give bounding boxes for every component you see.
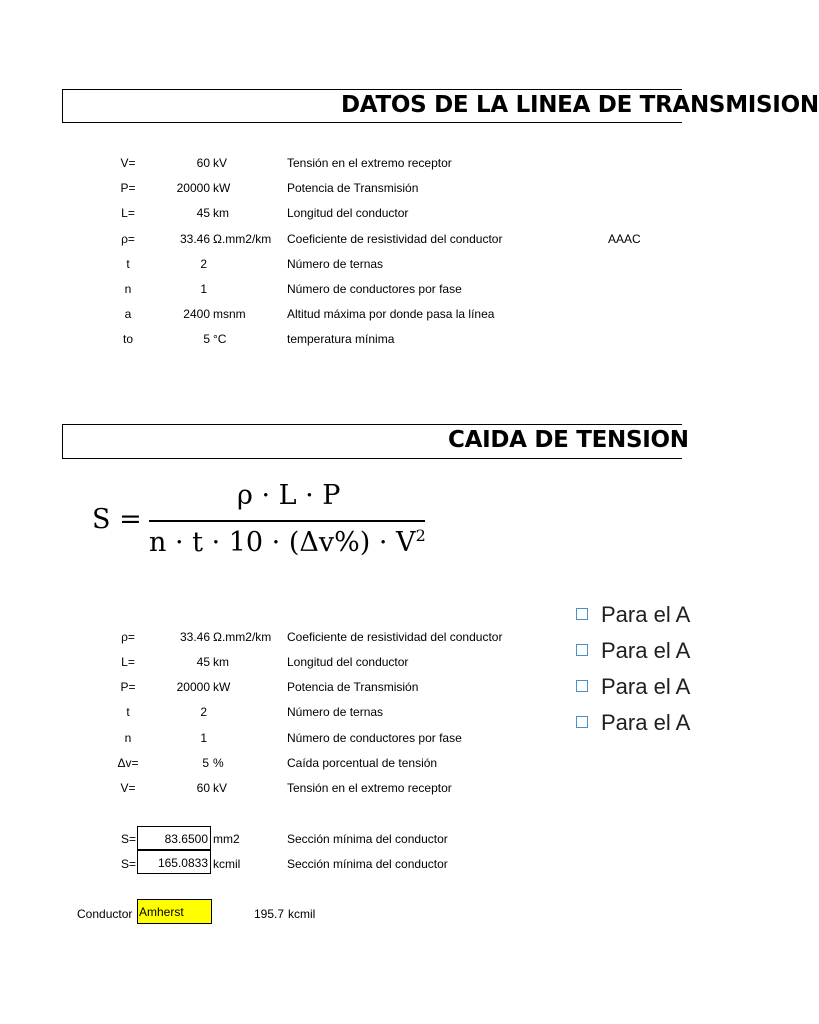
value: 20000 (176, 680, 210, 694)
symbol: ρ= (121, 232, 135, 246)
list-item-text: Para el A (601, 674, 691, 699)
symbol: S= (121, 832, 137, 846)
value: 60 (196, 781, 210, 795)
list-item-text: Para el A (601, 602, 691, 627)
symbol: t (126, 257, 130, 271)
list-item (576, 600, 691, 636)
symbol: t (126, 705, 130, 719)
value: 33.46 (179, 630, 210, 644)
unit: kV (213, 156, 228, 170)
value: 33.46 (179, 232, 210, 246)
symbol: L= (121, 206, 135, 220)
description: Número de ternas (287, 705, 384, 719)
section-header-caida (62, 424, 689, 459)
symbol: ρ= (121, 630, 135, 644)
conductor-label: Conductor (77, 907, 133, 921)
value: 45 (196, 655, 210, 669)
unit: % (213, 756, 224, 770)
value: 1 (200, 282, 207, 296)
description: Potencia de Transmisión (287, 181, 419, 195)
description: Sección mínima del conductor (287, 832, 448, 846)
symbol: a (124, 307, 132, 321)
value: 5 (203, 332, 210, 346)
unit: kcmil (213, 857, 241, 871)
conductor-name-cell[interactable]: Amherst (137, 899, 212, 924)
symbol: to (122, 332, 133, 346)
formula-numerator: ρ · L · P (237, 480, 341, 511)
description: Número de conductores por fase (287, 731, 462, 745)
section-title: DATOS DE LA LINEA DE TRANSMISION (341, 92, 819, 118)
value: 5 (202, 756, 209, 770)
description: Tensión en el extremo receptor (287, 156, 452, 170)
section-title: CAIDA DE TENSION (448, 427, 689, 453)
value: 60 (196, 156, 210, 170)
formula-lhs: S = (92, 504, 142, 535)
unit: Ω.mm2/km (213, 630, 272, 644)
description: Número de conductores por fase (287, 282, 462, 296)
unit: kW (213, 680, 231, 694)
formula-exponent: 2 (415, 526, 426, 545)
list-item (576, 708, 691, 744)
section-header-datos (62, 89, 819, 123)
square-bullet-icon (576, 680, 588, 692)
list-item (576, 672, 691, 708)
conductor-value: 195.7 (254, 907, 285, 921)
description: Número de ternas (287, 257, 384, 271)
conductor-type: AAAC (608, 232, 641, 246)
value: 2 (200, 705, 207, 719)
symbol: V= (120, 781, 136, 795)
description: Caída porcentual de tensión (287, 756, 438, 770)
description: Longitud del conductor (287, 206, 409, 220)
value: 2400 (183, 307, 210, 321)
unit: Ω.mm2/km (213, 232, 272, 246)
description: Sección mínima del conductor (287, 857, 448, 871)
value: 2 (200, 257, 207, 271)
unit: msnm (213, 307, 246, 321)
unit: kV (213, 781, 228, 795)
unit: °C (213, 332, 227, 346)
list-item-text: Para el A (601, 638, 691, 663)
symbol: S= (121, 857, 137, 871)
symbol: n (124, 282, 132, 296)
formula-denominator-text: n · t · 10 · (Δv%) · V (149, 527, 416, 558)
list-item (576, 636, 691, 672)
symbol: P= (120, 181, 136, 195)
symbol: Δv= (117, 756, 139, 770)
description: Longitud del conductor (287, 655, 409, 669)
unit: mm2 (213, 832, 240, 846)
description: temperatura mínima (287, 332, 395, 346)
symbol: V= (120, 156, 136, 170)
value: 45 (196, 206, 210, 220)
square-bullet-icon (576, 608, 588, 620)
unit: kW (213, 181, 231, 195)
unit: km (213, 655, 229, 669)
symbol: L= (121, 655, 135, 669)
value: 1 (200, 731, 207, 745)
description: Altitud máxima por donde pasa la línea (287, 307, 495, 321)
symbol: P= (120, 680, 136, 694)
fraction-bar (149, 520, 425, 522)
value: 20000 (176, 181, 210, 195)
formula-denominator (149, 526, 426, 558)
bullet-list (576, 600, 691, 744)
symbol: n (124, 731, 132, 745)
result-value-cell[interactable]: 83.6500 (137, 826, 211, 850)
section-formula (92, 478, 432, 568)
square-bullet-icon (576, 644, 588, 656)
conductor-unit: kcmil (288, 907, 316, 921)
description: Coeficiente de resistividad del conductor (287, 232, 503, 246)
result-value-cell[interactable]: 165.0833 (137, 850, 211, 874)
description: Potencia de Transmisión (287, 680, 419, 694)
square-bullet-icon (576, 716, 588, 728)
description: Coeficiente de resistividad del conductor (287, 630, 503, 644)
description: Tensión en el extremo receptor (287, 781, 452, 795)
unit: km (213, 206, 229, 220)
list-item-text: Para el A (601, 710, 691, 735)
